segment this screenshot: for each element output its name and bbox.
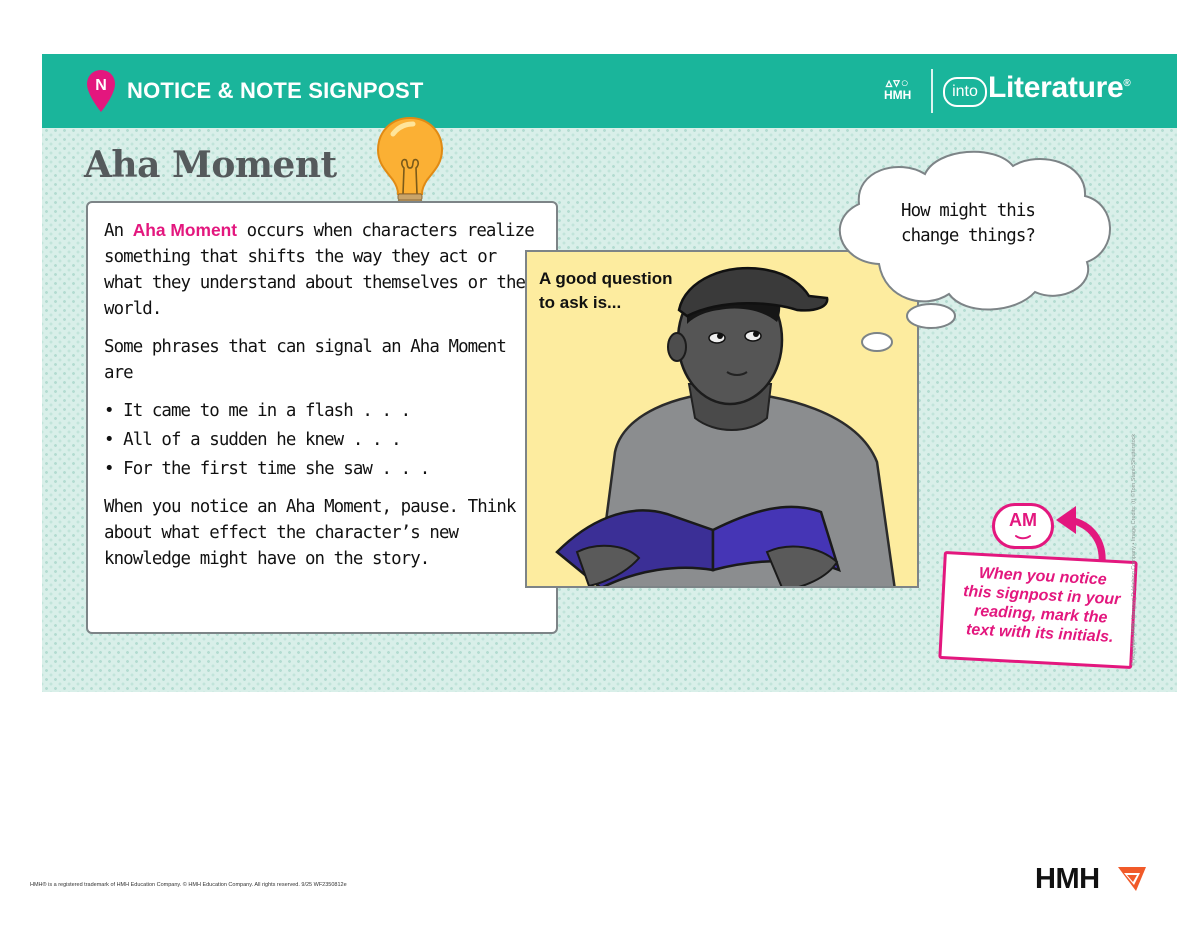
hmh-mark-text: HMH <box>884 88 912 102</box>
tip-box <box>938 551 1137 669</box>
hmh-symbol-icon: ▵▿○ <box>885 75 910 90</box>
map-pin-icon <box>86 69 116 113</box>
thought-bubble <box>825 144 1115 359</box>
question-prompt-line1: A good question <box>539 269 673 288</box>
list-item: • For the first time she saw . . . <box>104 459 430 479</box>
footer-legal: HMH® is a registered trademark of HMH Education Company. © HMH Education Company. All rights reserved. 9/25 WF2350812e <box>30 882 347 888</box>
thought-bubble-text <box>880 199 1056 249</box>
closing-paragraph: When you notice an Aha Moment, pause. Think about what effect the character’s new knowledge might have on the story. <box>104 497 516 569</box>
question-prompt-line2: to ask is... <box>539 293 622 312</box>
tip-text <box>952 563 1130 648</box>
page-title: Aha Moment <box>84 144 337 186</box>
intro-rest: occurs when characters realize something that shifts the way they act or what they understand about themselves or the world. <box>104 221 534 319</box>
tip-line3: reading, mark the <box>973 602 1108 627</box>
intro-prefix: An <box>104 221 124 241</box>
definition-card <box>86 201 558 634</box>
list-item: • All of a sudden he knew . . . <box>104 430 401 450</box>
image-credit: © Houghton Mifflin Harcourt Publishing Company • Image Credits: (t) ©Tom Stanic/Shutterstock <box>1131 433 1137 666</box>
signpost-poster <box>42 54 1177 692</box>
smile-icon <box>995 506 1051 546</box>
brand-divider <box>931 69 933 113</box>
tip-line2: this signpost in your <box>962 583 1121 609</box>
phrases-intro: Some phrases that can signal an Aha Moment are <box>104 337 506 383</box>
question-prompt <box>539 267 672 315</box>
hmh-logo: HMH <box>1035 863 1100 895</box>
hmh-flag-icon <box>1116 865 1148 893</box>
tip-line4: text with its initials. <box>965 621 1114 646</box>
signpost-banner-title: NOTICE & NOTE SIGNPOST <box>127 78 424 103</box>
pin-letter: N <box>95 77 107 94</box>
initials-text: AM <box>1009 510 1037 530</box>
brand-name <box>988 71 1130 105</box>
initials-badge <box>992 503 1054 549</box>
list-item: • It came to me in a flash . . . <box>104 401 411 421</box>
thought-line2: change things? <box>901 226 1035 246</box>
definition-paragraph <box>104 217 542 322</box>
header-banner <box>42 54 1177 128</box>
tip-line1: When you notice <box>978 564 1108 589</box>
brand-word: Literature <box>988 71 1124 104</box>
phrase-list <box>104 398 542 482</box>
into-badge: into <box>943 77 987 107</box>
highlighted-term: Aha Moment <box>132 220 238 240</box>
thought-line1: How might this <box>901 201 1035 221</box>
hmh-mark <box>884 76 911 102</box>
registered-mark: ® <box>1123 78 1131 89</box>
